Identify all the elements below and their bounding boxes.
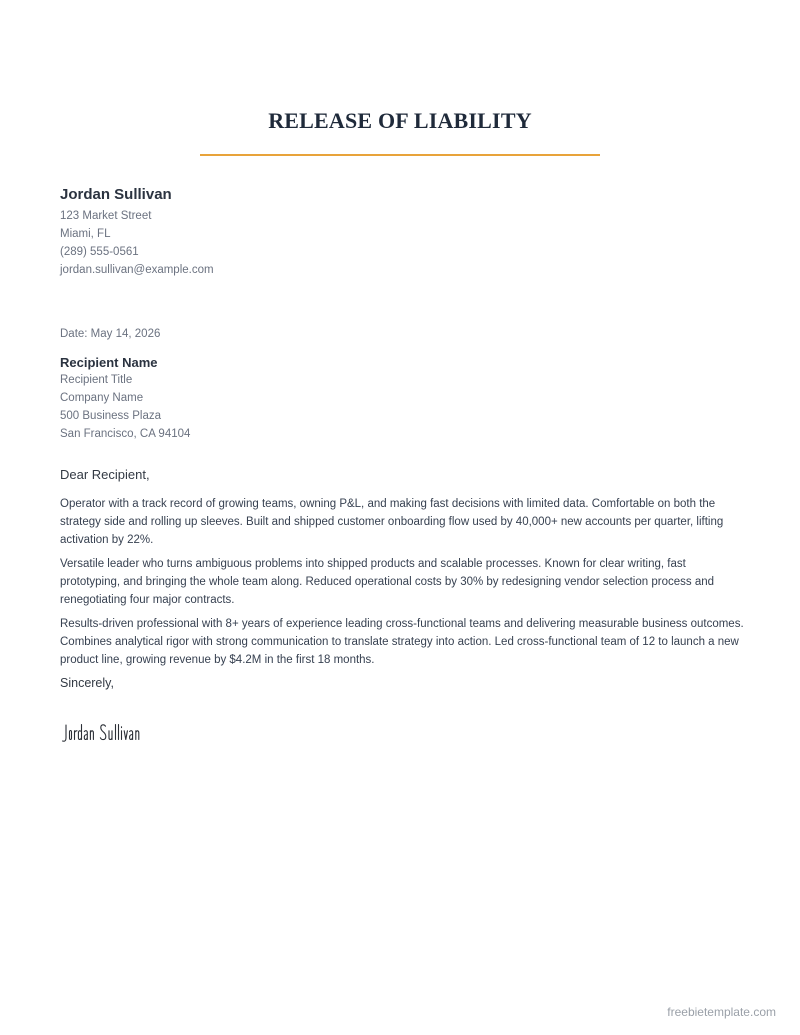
recipient-title: Recipient Title <box>60 374 133 386</box>
sender-phone: (289) 555-0561 <box>60 246 139 258</box>
body-paragraph: Operator with a track record of growing teams, owning P&L, and making fast decisions with limited data. Comfortable on both the strategy side and rolling up sleeves. Built and shipped customer onboarding flow used by 40,000+ new accounts per quarter, lifting activation by 22%. <box>60 498 724 546</box>
closing: Sincerely, <box>60 676 114 690</box>
sender-name: Jordan Sullivan <box>60 186 172 203</box>
handwritten-signature <box>60 716 220 750</box>
greeting: Dear Recipient, <box>60 467 150 482</box>
recipient-name: Recipient Name <box>60 355 158 370</box>
body-paragraph: Results-driven professional with 8+ years of experience leading cross-functional teams and delivering measurable business outcomes. Combines analytical rigor with strong communication to translate strategy into action. Led cross-functional team of 12 to launch a new product line, growing revenue by $4.2M in the first 18 months. <box>60 618 744 666</box>
body-paragraph: Versatile leader who turns ambiguous problems into shipped products and scalable processes. Known for clear writing, fast prototyping, and bringing the whole team along. Reduced operational costs by 30% by redesigning vendor selection process and renegotiating four major contracts. <box>60 558 715 606</box>
sender-block <box>60 186 214 279</box>
sender-city: Miami, FL <box>60 228 111 240</box>
recipient-company: Company Name <box>60 392 144 404</box>
document-title: RELEASE OF LIABILITY <box>268 108 532 133</box>
recipient-address: 500 Business Plaza <box>60 410 162 422</box>
sender-email: jordan.sullivan@example.com <box>60 264 214 276</box>
recipient-block <box>60 355 190 443</box>
letter-date: Date: May 14, 2026 <box>60 328 161 340</box>
letter-body <box>60 495 744 675</box>
footer-site-link[interactable]: freebietemplate.com <box>667 1005 776 1019</box>
recipient-city: San Francisco, CA 94104 <box>60 428 191 440</box>
sender-address: 123 Market Street <box>60 210 152 222</box>
title-divider <box>200 154 600 156</box>
